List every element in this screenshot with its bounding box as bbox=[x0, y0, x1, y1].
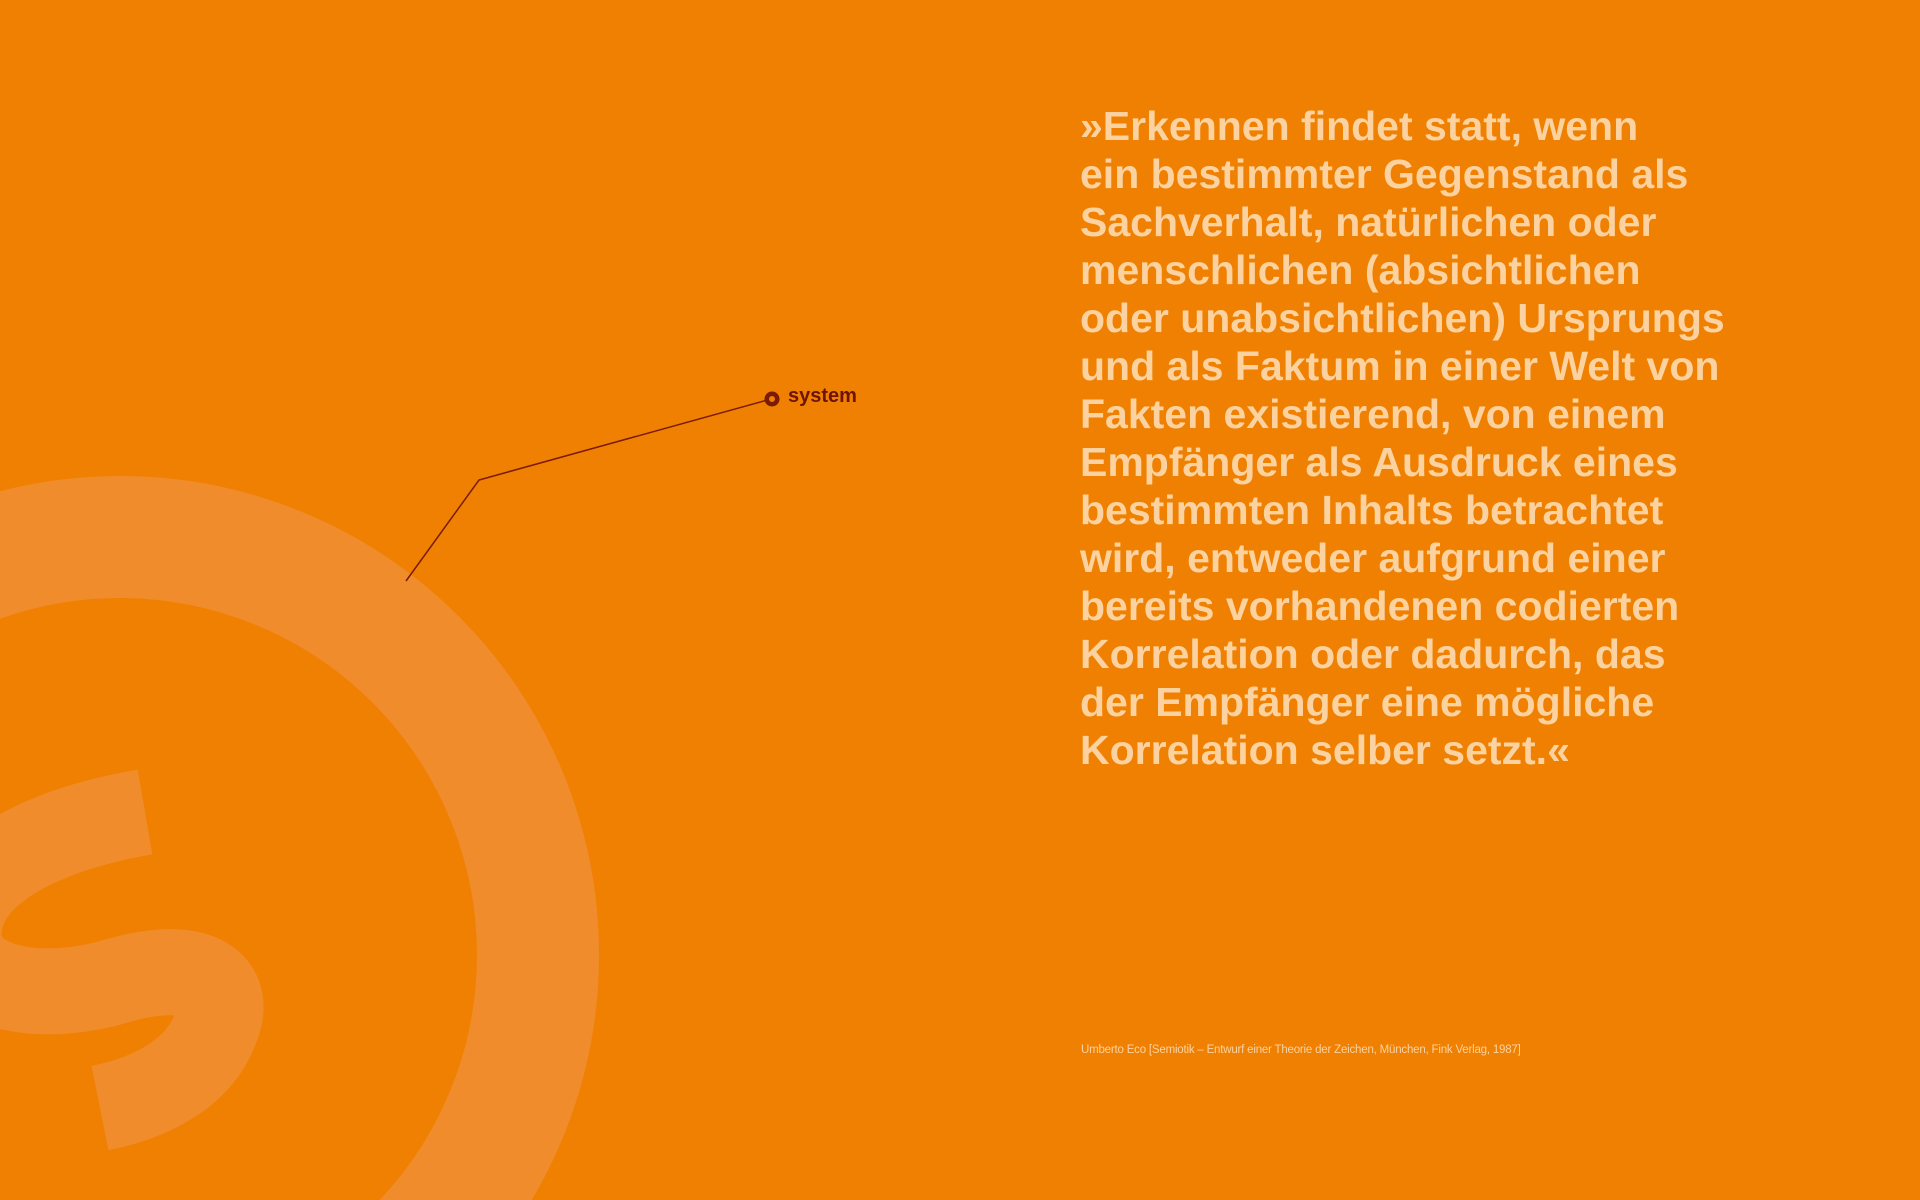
logo-letter-s bbox=[0, 812, 221, 1108]
quote-text: »Erkennen findet statt, wenn ein bestimmter Gegenstand als Sachverhalt, natürlichen oder menschlichen (absichtlichen oder unabsichtlichen) Ursprungs und als Faktum in einer Welt von Fakten existierend, von einem Empfänger als Ausdruck eines bestimmten Inhalts betrachtet wird, entweder aufgrund einer bereits vorhandenen codierten Korrelation oder dadurch, das der Empfänger eine mögliche Korrelation selber setzt.« bbox=[1080, 103, 1725, 773]
pointer-dot-center bbox=[769, 396, 775, 402]
citation-text: Umberto Eco [Semiotik – Entwurf einer Theorie der Zeichen, München, Fink Verlag, 1987] bbox=[1081, 1044, 1521, 1056]
pointer-label: system bbox=[788, 385, 857, 407]
pointer-line bbox=[406, 399, 771, 581]
